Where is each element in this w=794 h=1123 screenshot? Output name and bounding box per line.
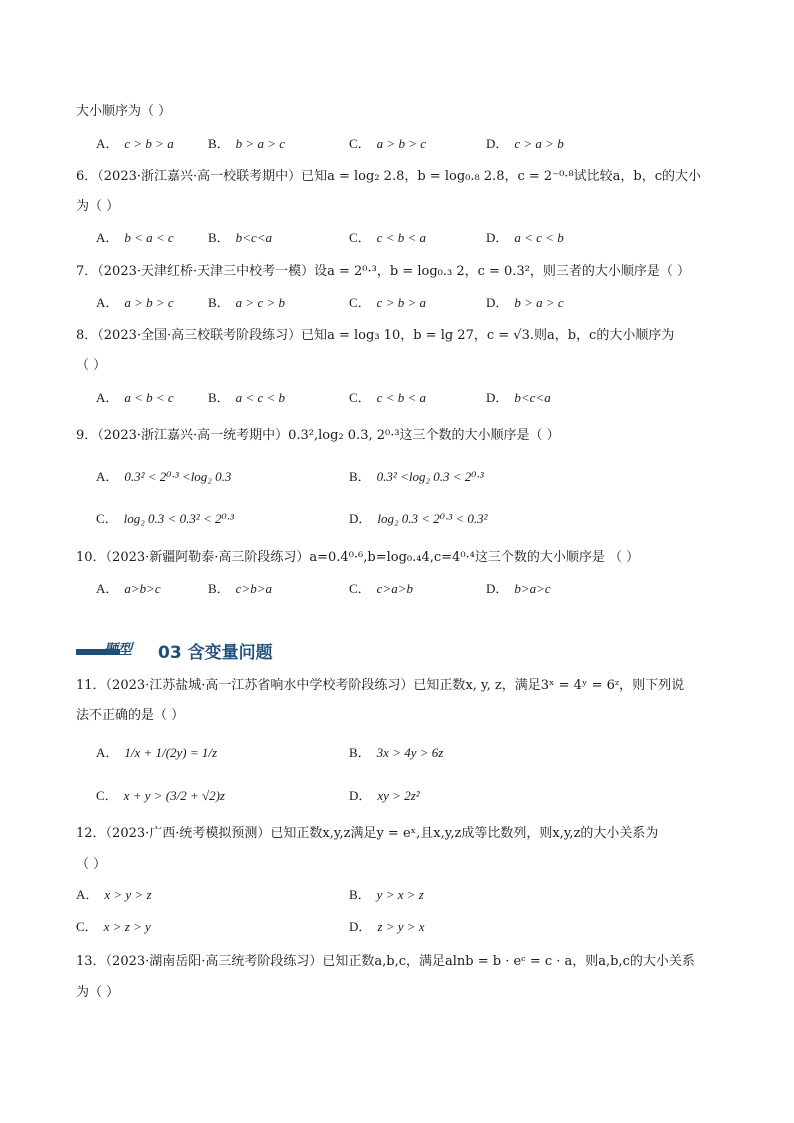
q5-option-b: B． b > a > c (208, 136, 285, 151)
q12-option-d: D． z > y > x (349, 919, 425, 934)
section-heading (76, 637, 476, 661)
section-tag: 题型 (104, 642, 132, 658)
q11-stem-line2: 法不正确的是（ ） (76, 708, 185, 723)
q11-option-b: B． 3x > 4y > 6z (349, 745, 444, 760)
q7-option-d: D． b > a > c (486, 295, 564, 310)
q6-stem-line2: 为（ ） (76, 199, 120, 214)
q8-option-c: C． c < b < a (349, 390, 426, 405)
q13-stem-line1: 13．（2023·湖南岳阳·高三统考阶段练习）已知正数a,b,c，满足alnb = b · eᶜ = c · a，则a,b,c的大小关系 (76, 954, 695, 969)
q9-stem: 9．（2023·浙江嘉兴·高一统考期中）0.3²,log₂ 0.3, 2⁰·³这三个数的大小顺序是（ ） (76, 428, 560, 443)
q5-option-c: C． a > b > c (349, 136, 426, 151)
q10-option-c: C． c>a>b (349, 581, 413, 596)
q12-option-b: B． y > x > z (349, 887, 424, 902)
q10-option-d: D． b>a>c (486, 581, 551, 596)
q8-option-a: A． a < b < c (96, 390, 174, 405)
q7-option-b: B． a > c > b (208, 295, 285, 310)
q8-stem-line1: 8．（2023·全国·高三校联考阶段练习）已知a = log₃ 10，b = lg 27，c = √3.则a，b，c的大小顺序为 (76, 328, 675, 343)
q8-option-d: D． b<c<a (486, 390, 551, 405)
section-title: 03 含变量问题 (158, 643, 273, 663)
q9-option-d: D． log₂ 0.3 < 2⁰·³ < 0.3² (349, 511, 488, 526)
q11-option-a: A． 1/x + 1/(2y) = 1/z (96, 745, 218, 760)
q6-option-d: D． a < c < b (486, 230, 564, 245)
q5-option-d: D． c > a > b (486, 136, 564, 151)
q6-stem-line1: 6．（2023·浙江嘉兴·高一校联考期中）已知a = log₂ 2.8，b = log₀.₈ 2.8，c = 2⁻⁰·⁸试比较a，b，c的大小 (76, 169, 701, 184)
q10-stem: 10．（2023·新疆阿勒泰·高三阶段练习）a=0.4⁰·⁶,b=log₀.₄4,c=4⁰·⁴这三个数的大小顺序是 （ ） (76, 550, 640, 565)
q12-stem-line2: （ ） (76, 857, 107, 872)
q7-option-c: C． c > b > a (349, 295, 426, 310)
q11-stem-line1: 11．（2023·江苏盐城·高一江苏省响水中学校考阶段练习）已知正数x, y, z，满足3ˣ = 4ʸ = 6ᶻ，则下列说 (76, 678, 685, 693)
q6-option-b: B． b<c<a (208, 230, 272, 245)
q6-option-a: A． b < a < c (96, 230, 174, 245)
q12-option-a: A． x > y > z (76, 887, 152, 902)
q12-option-c: C． x > z > y (76, 919, 151, 934)
q11-option-d: D． xy > 2z² (349, 788, 420, 803)
q10-option-b: B． c>b>a (208, 581, 272, 596)
q5-option-a: A． c > b > a (96, 136, 174, 151)
q9-option-b: B． 0.3² <log₂ 0.3 < 2⁰·³ (349, 469, 484, 484)
q13-stem-line2: 为（ ） (76, 985, 120, 1000)
q11-option-c: C． x + y > (3/2 + √2)z (96, 788, 225, 803)
q7-stem: 7．（2023·天津红桥·天津三中校考一模）设a = 2⁰·³，b = log₀.₃ 2，c = 0.3²，则三者的大小顺序是（ ） (76, 264, 691, 279)
q9-option-a: A． 0.3² < 2⁰·³ <log₂ 0.3 (96, 469, 232, 484)
q5-stem: 大小顺序为（ ） (76, 104, 172, 119)
q7-option-a: A． a > b > c (96, 295, 174, 310)
q9-option-c: C． log₂ 0.3 < 0.3² < 2⁰·³ (96, 511, 234, 526)
q12-stem-line1: 12．（2023·广西·统考模拟预测）已知正数x,y,z满足y = eˣ,且x,y,z成等比数列，则x,y,z的大小关系为 (76, 826, 659, 841)
q8-option-b: B． a < c < b (208, 390, 285, 405)
q10-option-a: A． a>b>c (96, 581, 161, 596)
q6-option-c: C． c < b < a (349, 230, 426, 245)
q8-stem-line2: （ ） (76, 358, 107, 373)
